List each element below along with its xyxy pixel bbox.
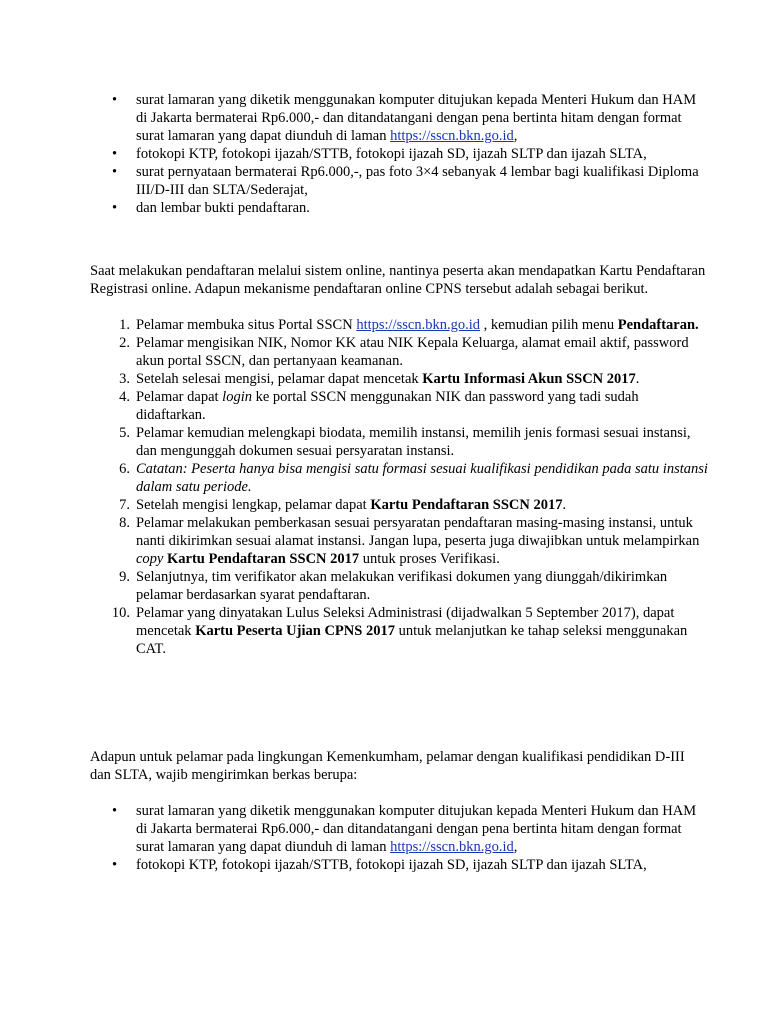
registration-steps	[90, 316, 708, 658]
sscn-link[interactable]: https://sscn.bkn.go.id	[390, 839, 514, 855]
bullet-icon: •	[112, 200, 118, 216]
step-item: 10. Pelamar yang dinyatakan Lulus Seleksi Administrasi (dijadwalkan 5 September 2017), dapat mencetak Kartu Peserta Ujian CPNS 2017 untuk melanjutkan ke tahap seleksi menggunakan CAT.	[111, 605, 688, 657]
step-item: 5. Pelamar kemudian melengkapi biodata, memilih instansi, memilih jenis formasi sesuai instansi, dan mengunggah dokumen sesuai persyaratan instansi.	[119, 425, 691, 459]
sscn-link[interactable]: https://sscn.bkn.go.id	[390, 128, 514, 144]
sscn-link[interactable]: https://sscn.bkn.go.id	[356, 317, 480, 333]
intro-paragraph: Saat melakukan pendaftaran melalui sistem online, nantinya peserta akan mendapatkan Kartu Pendaftaran Registrasi online. Adapun mekanisme pendaftaran online CPNS tersebut adalah sebagai berikut.	[90, 263, 706, 297]
step-item: 4. Pelamar dapat login ke portal SSCN menggunakan NIK dan password yang tadi sudah didaftarkan.	[119, 389, 639, 423]
step-item: 6. Catatan: Peserta hanya bisa mengisi satu formasi sesuai kualifikasi pendidikan pada satu instansi dalam satu periode.	[119, 461, 708, 495]
bullet-icon: •	[112, 857, 118, 873]
bullet-icon: •	[112, 146, 118, 162]
step-item: 2. Pelamar mengisikan NIK, Nomor KK atau NIK Kepala Keluarga, alamat email aktif, password akun portal SSCN, dan pertanyaan keamanan.	[119, 335, 689, 369]
requirements-list-2	[90, 802, 708, 874]
requirements-list-1	[90, 91, 708, 217]
list-item: • fotokopi KTP, fotokopi ijazah/STTB, fotokopi ijazah SD, ijazah SLTP dan ijazah SLTA,	[112, 857, 647, 873]
step-item: 9. Selanjutnya, tim verifikator akan melakukan verifikasi dokumen yang diunggah/dikirimkan pelamar berdasarkan syarat pendaftaran.	[119, 569, 668, 603]
step-item: 7. Setelah mengisi lengkap, pelamar dapat Kartu Pendaftaran SSCN 2017.	[119, 497, 567, 513]
list-item: • surat lamaran yang diketik menggunakan komputer ditujukan kepada Menteri Hukum dan HAM di Jakarta bermaterai Rp6.000,- dan ditandatangani dengan pena bertinta hitam dengan format surat lamaran yang dapat diunduh di laman https://sscn.bkn.go.id,	[112, 92, 697, 144]
step-item: 8. Pelamar melakukan pemberkasan sesuai persyaratan pendaftaran masing-masing instansi, untuk nanti dikirimkan sesuai alamat instansi. Jangan lupa, peserta juga diwajibkan untuk melampirkan copy Kartu Pendaftaran SSCN 2017 untuk proses Verifikasi.	[119, 515, 700, 567]
list-item: • dan lembar bukti pendaftaran.	[112, 200, 310, 216]
list-item: • surat lamaran yang diketik menggunakan komputer ditujukan kepada Menteri Hukum dan HAM di Jakarta bermaterai Rp6.000,- dan ditandatangani dengan pena bertinta hitam dengan format surat lamaran yang dapat diunduh di laman https://sscn.bkn.go.id,	[112, 803, 697, 855]
step-item: 1. Pelamar membuka situs Portal SSCN https://sscn.bkn.go.id , kemudian pilih menu Pendaftaran.	[119, 317, 699, 333]
kemenkumham-paragraph: Adapun untuk pelamar pada lingkungan Kemenkumham, pelamar dengan kualifikasi pendidikan D-III dan SLTA, wajib mengirimkan berkas berupa:	[90, 749, 685, 783]
bullet-icon: •	[112, 803, 118, 819]
bullet-icon: •	[112, 92, 118, 108]
list-item: • fotokopi KTP, fotokopi ijazah/STTB, fotokopi ijazah SD, ijazah SLTP dan ijazah SLTA,	[112, 146, 647, 162]
list-item: • surat pernyataan bermaterai Rp6.000,-, pas foto 3×4 sebanyak 4 lembar bagi kualifikasi Diploma III/D-III dan SLTA/Sederajat,	[112, 164, 699, 198]
bullet-icon: •	[112, 164, 118, 180]
step-item: 3. Setelah selesai mengisi, pelamar dapat mencetak Kartu Informasi Akun SSCN 2017.	[119, 371, 640, 387]
